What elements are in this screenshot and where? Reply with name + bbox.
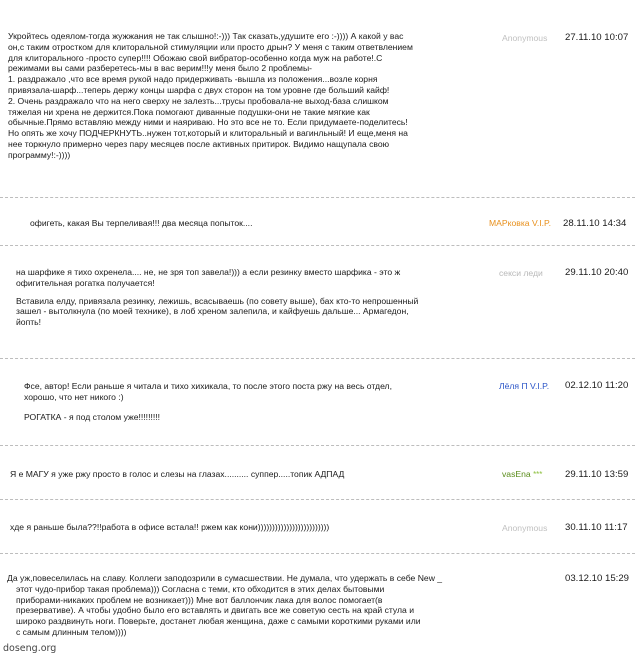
comment xyxy=(0,463,635,487)
comment-author[interactable] xyxy=(502,469,542,481)
comment-line: приборами-никаких проблем не возникает))) Мне вот баллончик лака для волос помогает(в xyxy=(16,594,383,605)
comment-line: Я е МАГУ я уже ржу просто в голос и слезы на глазах.......... суппер.....топик АДПАД xyxy=(10,469,345,479)
comment-date: 03.12.10 15:29 xyxy=(565,573,630,584)
comment-author[interactable]: Лёля П V.I.P. xyxy=(499,381,550,391)
comment-line: зашел - вытолкнула (по моей технике), в лоб хреном залепила, и кайфуешь дальше... Армагедон, xyxy=(16,306,409,317)
comment-line: нее торкнуло примерно через пару месяцев после активных притирок. Видимо нащупала свою xyxy=(8,138,390,149)
comment xyxy=(0,516,635,538)
comment-line: 1. раздражало ,что все время рукой надо придерживать -вышла из положения...возле корня xyxy=(8,74,378,85)
author-name: vasEna xyxy=(502,469,531,479)
comment-author[interactable]: МАРковка V.I.P. xyxy=(489,218,552,228)
comment-separator xyxy=(0,553,635,554)
comment-text xyxy=(8,31,413,161)
comment-line: Укройтесь одеялом-тогда жужжания не так слышно!:-))) Так сказать,удушите его :-)))) А какой у вас xyxy=(8,31,404,41)
comment-line: для клиторального -просто супер!!!! Обожаю свой вибратор-особенно когда муж на работе!.С xyxy=(8,52,383,63)
comment-text xyxy=(7,573,442,638)
comment-line: Да уж,повеселилась на славу. Коллеги заподозрили в сумасшествии. Не думала, что удержать в себе New _ xyxy=(7,573,443,583)
comment-date: 29.11.10 13:59 xyxy=(565,469,629,480)
comment-line: йопть! xyxy=(16,317,42,328)
watermark: doseng.org xyxy=(3,643,57,654)
comment-line: офигительная рогатка получается! xyxy=(16,277,155,288)
comment-date: 28.11.10 14:34 xyxy=(563,218,627,229)
comment-line: привязала-шарф...теперь держу концы шарфа с двух сторон на том уровне где больший кайф! xyxy=(8,84,390,95)
comment-line: широко раздвинуть ноги. Поверьте, достанет любая женщина, даже с самыми короткими руками или xyxy=(16,616,421,627)
comment-line: РОГАТКА - я под столом уже!!!!!!!!! xyxy=(24,411,161,422)
comment-text xyxy=(30,218,252,229)
comment-line: презервативе). А чтобы удобно было его вставлять и двигать все же советую сесть на край стула и xyxy=(16,605,415,616)
comment-separator xyxy=(0,245,635,246)
comment-author[interactable]: секси леди xyxy=(499,268,543,278)
comment-line: он,с таким отростком для клиторальной стимуляции или просто дрын? У меня с таким ответвлением xyxy=(8,41,413,52)
comment-line: обычные.Прямо вставляю между ними и наяриваю. Но это все не то. Если придумаете-поделитесь! xyxy=(8,117,408,128)
comment-blank-line xyxy=(24,403,392,412)
comment xyxy=(0,28,635,190)
comment xyxy=(0,377,635,437)
comment-date: 29.11.10 20:40 xyxy=(565,267,629,278)
comment-text xyxy=(24,381,392,422)
comment-line: хорошо, что нет никого :) xyxy=(24,391,124,402)
comment-line: Вставила елду, привязала резинку, лежишь, всасываешь (по совету выше), бах кто-то непрошенный xyxy=(16,295,419,306)
comment-text xyxy=(10,469,344,480)
comment-line: Фсе, автор! Если раньше я читала и тихо хихикала, то после этого поста ржу на весь отдел, xyxy=(24,381,392,391)
comment-line: программу!:-)))) xyxy=(8,149,71,160)
comment-blank-line xyxy=(16,289,418,296)
comment-separator xyxy=(0,445,635,446)
comment-line: офигеть, какая Вы терпеливая!!! два месяца попыток.... xyxy=(30,218,253,228)
comment-date: 02.12.10 11:20 xyxy=(565,380,629,391)
comment-line: на шарфике я тихо охренела.... не, не зря топ завела!))) а если резинку вместо шарфика - это ж xyxy=(16,267,401,277)
comment-separator xyxy=(0,197,635,198)
comment-author[interactable]: Anonymous xyxy=(502,33,548,43)
comment-date: 30.11.10 11:17 xyxy=(565,522,628,533)
comment-line: режимами вы сами разберетесь-мы в вас верим!!!у меня было 2 проблемы- xyxy=(8,63,312,74)
comment-line: с самым длинным телом)))) xyxy=(16,626,127,637)
comment xyxy=(0,212,635,234)
comment-date: 27.11.10 10:07 xyxy=(565,32,629,43)
comment xyxy=(0,262,635,342)
comment-line: 2. Очень раздражало что на него сверху не залезть...трусы пробовала-не выход-база слишком xyxy=(8,95,389,106)
comment-line: хде я раньше была??!!работа в офисе встала!! ржем как кони))))))))))))))))))))))))) xyxy=(10,522,330,532)
comment-separator xyxy=(0,358,635,359)
comment-line: Но опять же хочу ПОДЧЕРКНУТЬ..нужен тот,который и клиторальный и вагинльный! И еще,меня на xyxy=(8,128,408,139)
comment-separator xyxy=(0,499,635,500)
comment-text xyxy=(16,267,418,328)
rating-stars: *** xyxy=(533,470,543,479)
comment-author[interactable]: Anonymous xyxy=(502,523,548,533)
comment-line: тяжелая ни хрена не держится.Пока помогают диванные подушки-они не такие мягкие как xyxy=(8,106,370,117)
comment xyxy=(0,569,635,651)
comment-text xyxy=(10,522,329,533)
comment-line: этот чудо-прибор такая проблема))) Согласна с теми, кто обходится в этих делах бытовыми xyxy=(16,583,385,594)
